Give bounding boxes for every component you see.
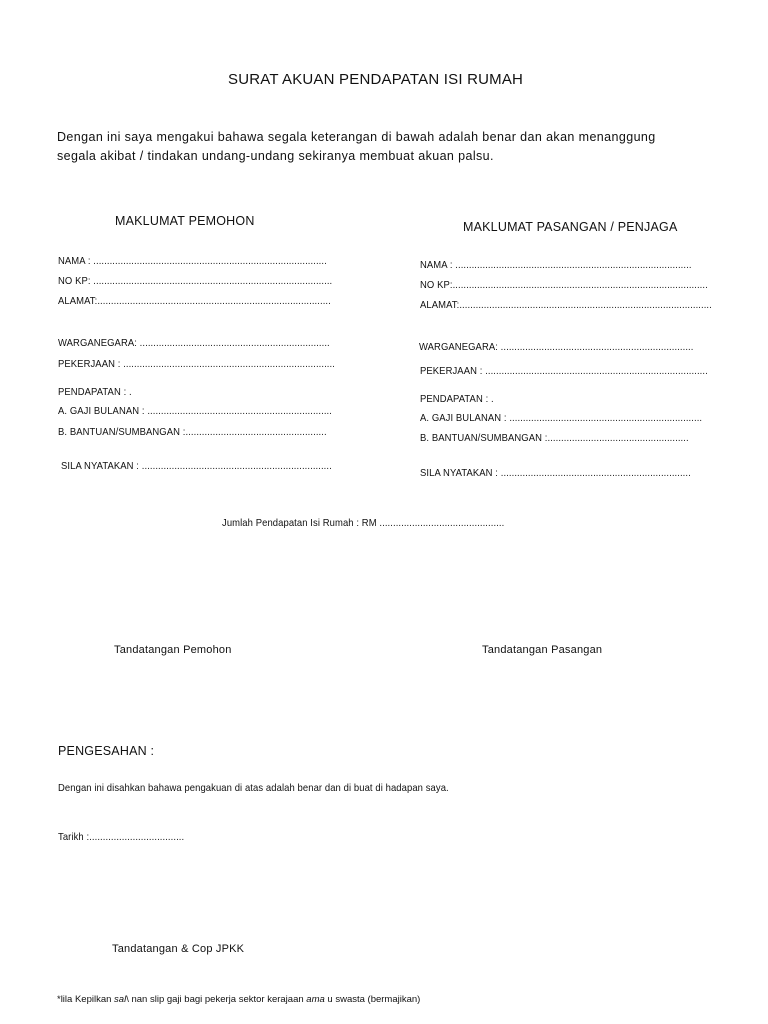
applicant-pekerjaan-field: PEKERJAAN : ..............................................................................: [58, 358, 335, 370]
spouse-nama-field: NAMA : .......................................................................................: [420, 259, 692, 271]
applicant-pendapatan-label: PENDAPATAN : .: [58, 386, 132, 398]
document-title: SURAT AKUAN PENDAPATAN ISI RUMAH: [228, 71, 524, 88]
verification-statement: Dengan ini disahkan bahawa pengakuan di atas adalah benar dan di buat di hadapan saya.: [58, 782, 449, 794]
total-income-field: Jumlah Pendapatan Isi Rumah : RM ..............................................: [222, 517, 505, 529]
applicant-bantuan-field: B. BANTUAN/SUMBANGAN :....................................................: [58, 426, 327, 438]
applicant-gaji-field: A. GAJI BULANAN : ....................................................................: [58, 405, 332, 417]
footnote-part-5: u swasta (bermajikan): [324, 994, 421, 1005]
intro-line-2: segala akibat / tindakan undang-undang sekiranya membuat akuan palsu.: [57, 149, 494, 163]
verification-heading: PENGESAHAN :: [58, 744, 155, 758]
signature-applicant-label: Tandatangan Pemohon: [114, 644, 232, 656]
applicant-nama-field: NAMA : ......................................................................................: [58, 255, 327, 267]
spouse-nokp-field: NO KP:..............................................................................................: [420, 279, 708, 291]
spouse-alamat-field: ALAMAT:.............................................................................................: [420, 299, 712, 311]
spouse-gaji-field: A. GAJI BULANAN : .......................................................................: [420, 412, 703, 424]
spouse-pekerjaan-field: PEKERJAAN : ..................................................................................: [420, 365, 708, 377]
footnote-part-3: \ nan slip gaji bagi pekerja sektor kerajaan: [126, 994, 307, 1005]
spouse-heading: MAKLUMAT PASANGAN / PENJAGA: [463, 220, 678, 234]
signature-spouse-label: Tandatangan Pasangan: [482, 644, 603, 656]
applicant-alamat-field: ALAMAT:......................................................................................: [58, 295, 331, 307]
spouse-pendapatan-label: PENDAPATAN : .: [420, 393, 494, 405]
applicant-heading: MAKLUMAT PEMOHON: [115, 214, 255, 228]
verification-date-field: Tarikh :...................................: [58, 831, 185, 843]
footnote-part-4: ama: [306, 994, 325, 1005]
applicant-sila-field: SILA NYATAKAN : ......................................................................: [61, 460, 332, 472]
signature-stamp-label: Tandatangan & Cop JPKK: [112, 943, 245, 955]
spouse-bantuan-field: B. BANTUAN/SUMBANGAN :....................................................: [420, 432, 689, 444]
footnote-part-2: sal: [114, 994, 127, 1005]
spouse-sila-field: SILA NYATAKAN : ......................................................................: [420, 467, 691, 479]
footnote-part-1: *lila Kepilkan: [57, 994, 115, 1005]
applicant-warganegara-field: WARGANEGARA: ......................................................................: [58, 337, 330, 349]
footnote: [57, 994, 420, 1005]
intro-line-1: Dengan ini saya mengakui bahawa segala keterangan di bawah adalah benar dan akan menanggung: [57, 130, 656, 144]
spouse-warganegara-field: WARGANEGARA: .......................................................................: [419, 341, 694, 353]
applicant-nokp-field: NO KP: ........................................................................................: [58, 275, 333, 287]
